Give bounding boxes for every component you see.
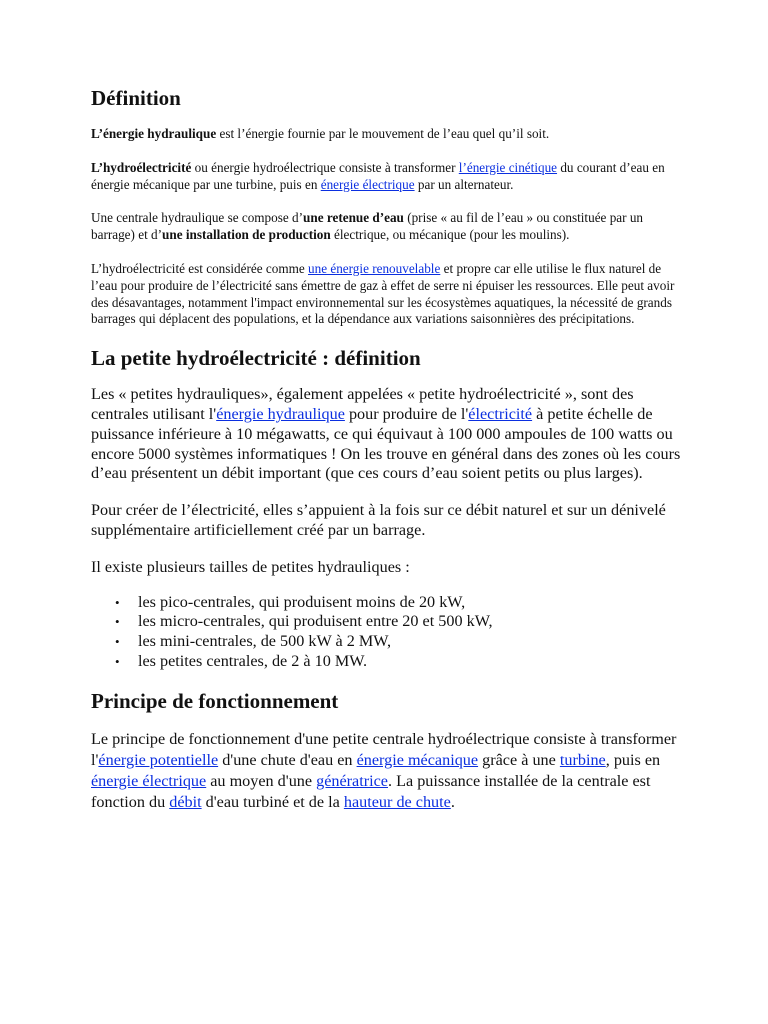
paragraph-centrale-hydraulique	[91, 210, 681, 244]
text: (prise « au fil de l’eau » ou constituée par un barrage) et d’	[91, 210, 644, 243]
list-item: • les micro-centrales, qui produisent entre 20 et 500 kW,	[138, 612, 681, 632]
paragraph-energie-renouvelable	[91, 261, 681, 328]
bold-term: L’hydroélectricité	[91, 159, 192, 175]
bold-term: une installation de production	[162, 227, 331, 243]
text: Le principe de fonctionnement d'une petite centrale hydroélectrique consiste à transformer l'	[91, 729, 677, 769]
text: , puis en	[605, 750, 661, 769]
text: .	[450, 792, 455, 811]
link-energie-renouvelable[interactable]: une énergie renouvelable	[308, 260, 441, 276]
paragraph-hydroelectricite	[91, 160, 681, 194]
link-hauteur-de-chute[interactable]: hauteur de chute	[343, 792, 451, 811]
bold-term: L’énergie hydraulique	[91, 126, 217, 141]
heading-definition: Définition	[91, 86, 181, 110]
text: Une centrale hydraulique se compose d’	[91, 210, 304, 226]
list-item: • les petites centrales, de 2 à 10 MW.	[138, 652, 681, 672]
text: . La puissance installée de la centrale est fonction du	[91, 771, 651, 811]
text: Les « petites hydrauliques», également appelées « petite hydroélectricité », sont des centrales utilisant l'	[91, 385, 634, 423]
link-generatrice[interactable]: génératrice	[316, 771, 388, 790]
list-tailles-centrales	[91, 593, 681, 672]
list-item: • les pico-centrales, qui produisent moins de 20 kW,	[138, 593, 681, 613]
paragraph-principe	[91, 729, 681, 813]
list-item: • les mini-centrales, de 500 kW à 2 MW,	[138, 632, 681, 652]
heading-petite-hydroelectricite: La petite hydroélectricité : définition	[91, 346, 421, 371]
text: et propre car elle utilise le flux naturel de l’eau pour produire de l’électricité sans émettre de gaz à effet de serre ni épuiser les ressources. Elle peut avoir des désavantages, notamment l'impact environnemental sur les écosystèmes aquatiques, la nécessité de grands barrages qui déplacent des populations, et la dépendance aux variations saisonnières des précipitations.	[91, 260, 675, 327]
link-electricite[interactable]: électricité	[468, 404, 533, 423]
text: L’hydroélectricité est considérée comme	[91, 260, 309, 276]
text: est l’énergie fournie par le mouvement de l’eau quel qu’il soit.	[216, 126, 550, 141]
text: pour produire de l'	[344, 404, 469, 423]
heading-principe-fonctionnement: Principe de fonctionnement	[91, 688, 339, 713]
text: par un alternateur.	[414, 176, 514, 192]
text: au moyen d'une	[206, 771, 317, 790]
link-energie-mecanique[interactable]: énergie mécanique	[356, 750, 479, 769]
paragraph-creer-electricite: Pour créer de l’électricité, elles s’appuient à la fois sur ce débit naturel et sur un dénivelé supplémentaire artificiellement créé par un barrage.	[91, 501, 666, 539]
paragraph-tailles-intro: Il existe plusieurs tailles de petites hydrauliques :	[91, 557, 410, 576]
link-turbine[interactable]: turbine	[559, 750, 606, 769]
link-energie-hydraulique[interactable]: énergie hydraulique	[216, 404, 345, 423]
bold-term: une retenue d’eau	[303, 210, 404, 226]
paragraph-energie-hydraulique	[91, 126, 681, 143]
text: électrique, ou mécanique (pour les moulins).	[330, 227, 570, 243]
text: à petite échelle de puissance inférieure à 10 mégawatts, ce qui équivaut à 100 000 ampoules de 100 watts ou encore 5000 systèmes informatiques ! On les trouve en général dans des zones où les cours d’eau présentent un débit important (que ces cours d’eau soient petits ou plus larges).	[91, 404, 681, 483]
text: d'eau turbiné et de la	[201, 792, 344, 811]
link-debit[interactable]: débit	[169, 792, 202, 811]
link-energie-potentielle[interactable]: énergie potentielle	[98, 750, 219, 769]
text: d'une chute d'eau en	[218, 750, 357, 769]
link-energie-electrique[interactable]: énergie électrique	[320, 176, 415, 192]
document-content	[91, 84, 681, 813]
text: du courant d’eau en énergie mécanique par une turbine, puis en	[91, 159, 665, 192]
paragraph-petites-hydrauliques	[91, 385, 681, 484]
text: grâce à une	[478, 750, 560, 769]
link-energie-cinetique[interactable]: l’énergie cinétique	[458, 159, 558, 175]
link-energie-electrique-2[interactable]: énergie électrique	[91, 771, 207, 790]
text: ou énergie hydroélectrique consiste à transformer	[191, 159, 459, 175]
